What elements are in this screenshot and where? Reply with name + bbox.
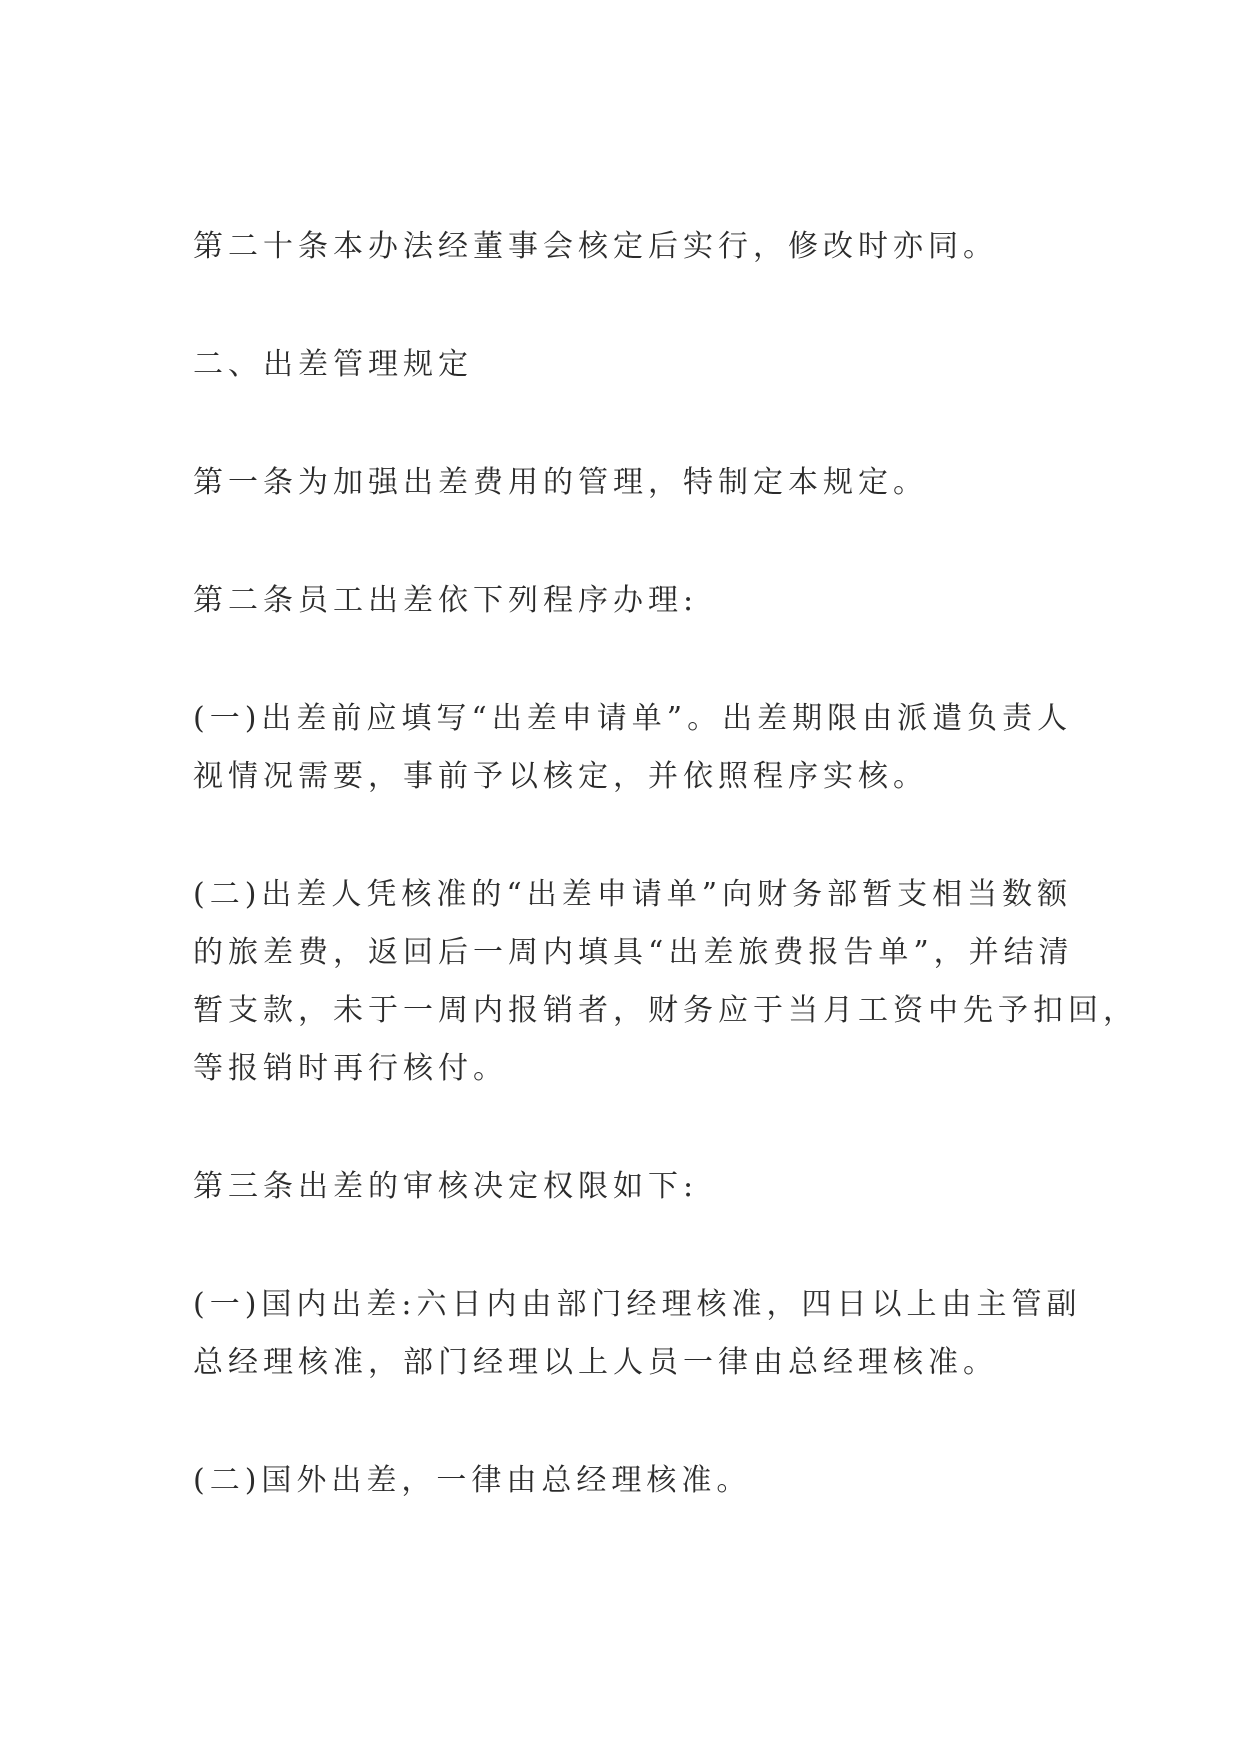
text-line: 第二十条本办法经董事会核定后实行，修改时亦同。 (193, 229, 998, 264)
text-line: (二)国外出差，一律由总经理核准。 (193, 1463, 752, 1498)
text-line: 等报销时再行核付。 (193, 1051, 508, 1086)
paragraph-item-domestic (193, 1276, 1082, 1392)
text-line: 总经理核准，部门经理以上人员一律由总经理核准。 (193, 1345, 998, 1380)
text-line: 视情况需要，事前予以核定，并依照程序实核。 (193, 759, 928, 794)
text-line: 二、出差管理规定 (193, 347, 473, 382)
text-line: (一)国内出差:六日内由部门经理核准，四日以上由主管副 (193, 1287, 1082, 1322)
section-heading (193, 336, 1053, 394)
paragraph-article-1 (193, 454, 1053, 512)
text-line: 暂支款，未于一周内报销者，财务应于当月工资中先予扣回， (193, 993, 1138, 1028)
text-line: 第二条员工出差依下列程序办理: (193, 583, 699, 618)
paragraph-article-3 (193, 1158, 1053, 1216)
paragraph-article-20 (193, 218, 1053, 276)
paragraph-item-overseas (193, 1452, 1053, 1510)
text-line: 的旅差费，返回后一周内填具“出差旅费报告单”，并结清 (193, 935, 1074, 970)
text-line: 第三条出差的审核决定权限如下: (193, 1169, 699, 1204)
document-body (193, 218, 1138, 1570)
text-line: 第一条为加强出差费用的管理，特制定本规定。 (193, 465, 928, 500)
text-line: (一)出差前应填写“出差申请单”。出差期限由派遣负责人 (193, 701, 1073, 736)
text-line: (二)出差人凭核准的“出差申请单”向财务部暂支相当数额 (193, 877, 1073, 912)
paragraph-item-2 (193, 866, 1138, 1098)
paragraph-article-2 (193, 572, 1053, 630)
paragraph-item-1 (193, 690, 1073, 806)
